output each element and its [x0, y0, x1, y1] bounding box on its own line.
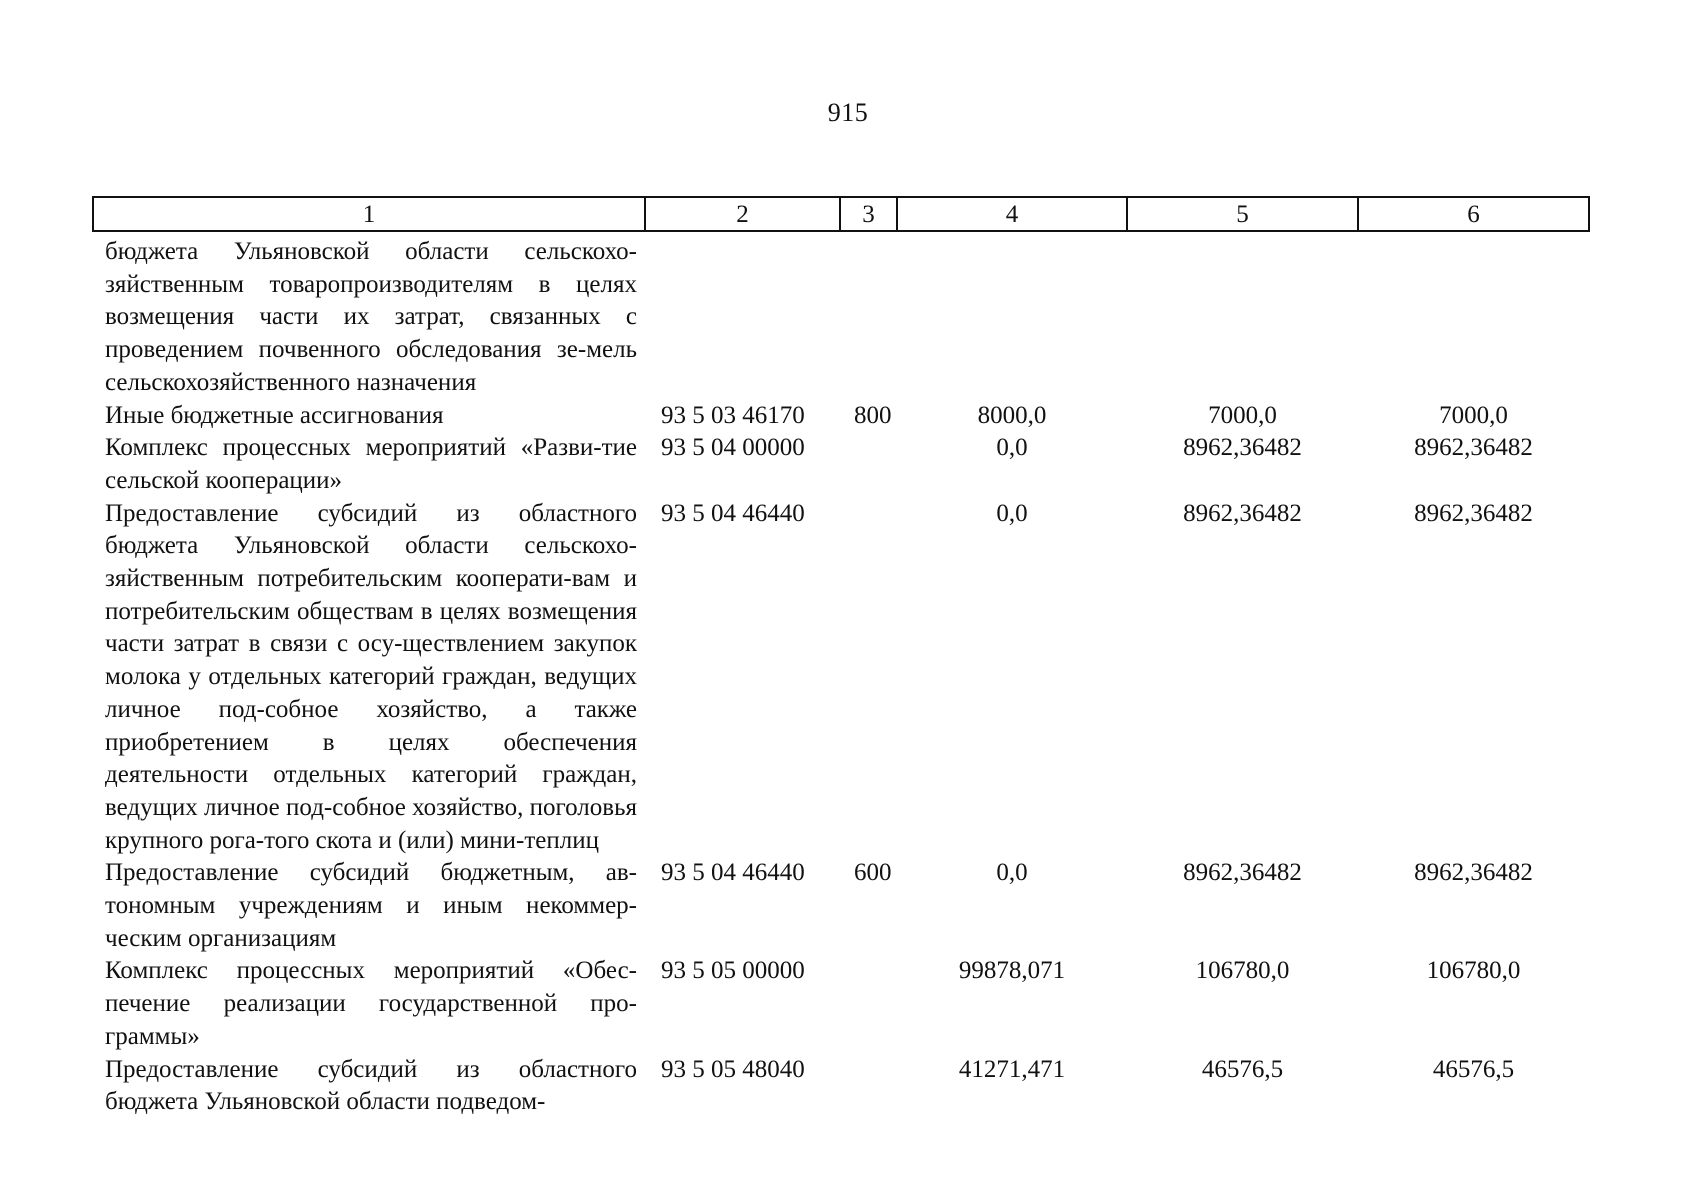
row-code: 93 5 04 46440 [661, 499, 805, 527]
row-value-col6: 7000,0 [1439, 401, 1508, 429]
table-row [93, 955, 1589, 1053]
row-value-col4: 99878,071 [958, 957, 1066, 985]
row-code: 93 5 05 00000 [661, 957, 805, 985]
header-col-3: 3 [840, 197, 897, 231]
row-value-col6: 46576,5 [1432, 1055, 1515, 1083]
row-value-col4: 41271,471 [958, 1055, 1066, 1083]
header-col-5: 5 [1127, 197, 1358, 231]
row-name: Комплекс процессных мероприятий «Обес-печение реализации государственной про-граммы» [105, 957, 637, 1050]
table-header [93, 197, 1589, 231]
header-col-2: 2 [645, 197, 840, 231]
row-expense-type [840, 1054, 897, 1119]
row-value-col4: 0,0 [996, 859, 1028, 887]
row-value-col5: 46576,5 [1201, 1055, 1284, 1083]
row-name: Предоставление субсидий из областного бюджета Ульяновской области подведом- [105, 1055, 637, 1116]
row-code [645, 231, 840, 400]
row-name: Комплекс процессных мероприятий «Разви-тие сельской кооперации» [105, 434, 637, 494]
row-value-col5 [1127, 231, 1358, 400]
table-row [93, 1054, 1589, 1119]
row-expense-type [840, 498, 897, 858]
row-value-col6: 8962,36482 [1414, 859, 1533, 887]
row-value-col5: 7000,0 [1208, 401, 1277, 429]
header-row [93, 197, 1589, 231]
row-code: 93 5 05 48040 [661, 1055, 805, 1083]
row-code: 93 5 04 46440 [661, 859, 805, 887]
row-name: Предоставление субсидий из областного бюджета Ульяновской области сельскохо-зяйственным потребительским кооперати-вам и потребительским обществам в целях возмещения части затрат в связи с осу-ществлением закупок молока у отдельных категорий граждан, ведущих личное под-собное хозяйство, а также приобретением в целях обеспечения деятельности отдельных категорий граждан, ведущих личное под-собное хозяйство, поголовья крупного рога-того скота и (или) мини-теплиц [105, 499, 637, 854]
table-row [93, 231, 1589, 400]
row-value-col6: 8962,36482 [1414, 434, 1533, 462]
row-expense-type: 800 [854, 401, 892, 429]
table-body [93, 231, 1589, 1119]
row-name: Предоставление субсидий бюджетным, ав-тономным учреждениям и иным некоммер-ческим организациям [105, 859, 637, 952]
row-code: 93 5 03 46170 [661, 401, 805, 429]
row-expense-type [840, 432, 897, 497]
row-name: бюджета Ульяновской области сельскохо-зяйственным товаропроизводителям в целях возмещения части их затрат, связанных с проведением почвенного обследования зе-мель сельскохозяйственного назначения [105, 238, 637, 396]
row-value-col4: 0,0 [996, 499, 1028, 527]
row-value-col6: 8962,36482 [1414, 499, 1533, 527]
table-row [93, 432, 1589, 497]
row-expense-type [840, 231, 897, 400]
row-value-col4: 8000,0 [977, 401, 1047, 429]
table-row [93, 498, 1589, 858]
budget-table [92, 196, 1590, 1119]
header-col-4: 4 [897, 197, 1127, 231]
table-row [93, 857, 1589, 955]
row-value-col5: 8962,36482 [1183, 859, 1302, 887]
page-number: 915 [827, 98, 869, 127]
row-code: 93 5 04 00000 [661, 434, 805, 462]
row-value-col5: 106780,0 [1195, 957, 1290, 985]
row-value-col6 [1358, 231, 1589, 400]
header-col-6: 6 [1358, 197, 1589, 231]
row-name: Иные бюджетные ассигнования [105, 401, 444, 429]
row-value-col4 [897, 231, 1127, 400]
row-value-col6: 106780,0 [1426, 957, 1521, 985]
table-row [93, 400, 1589, 433]
header-col-1: 1 [93, 197, 645, 231]
row-value-col5: 8962,36482 [1183, 499, 1302, 527]
row-value-col4: 0,0 [996, 434, 1028, 462]
row-expense-type: 600 [854, 859, 892, 887]
row-expense-type [840, 955, 897, 1053]
row-value-col5: 8962,36482 [1183, 434, 1302, 462]
